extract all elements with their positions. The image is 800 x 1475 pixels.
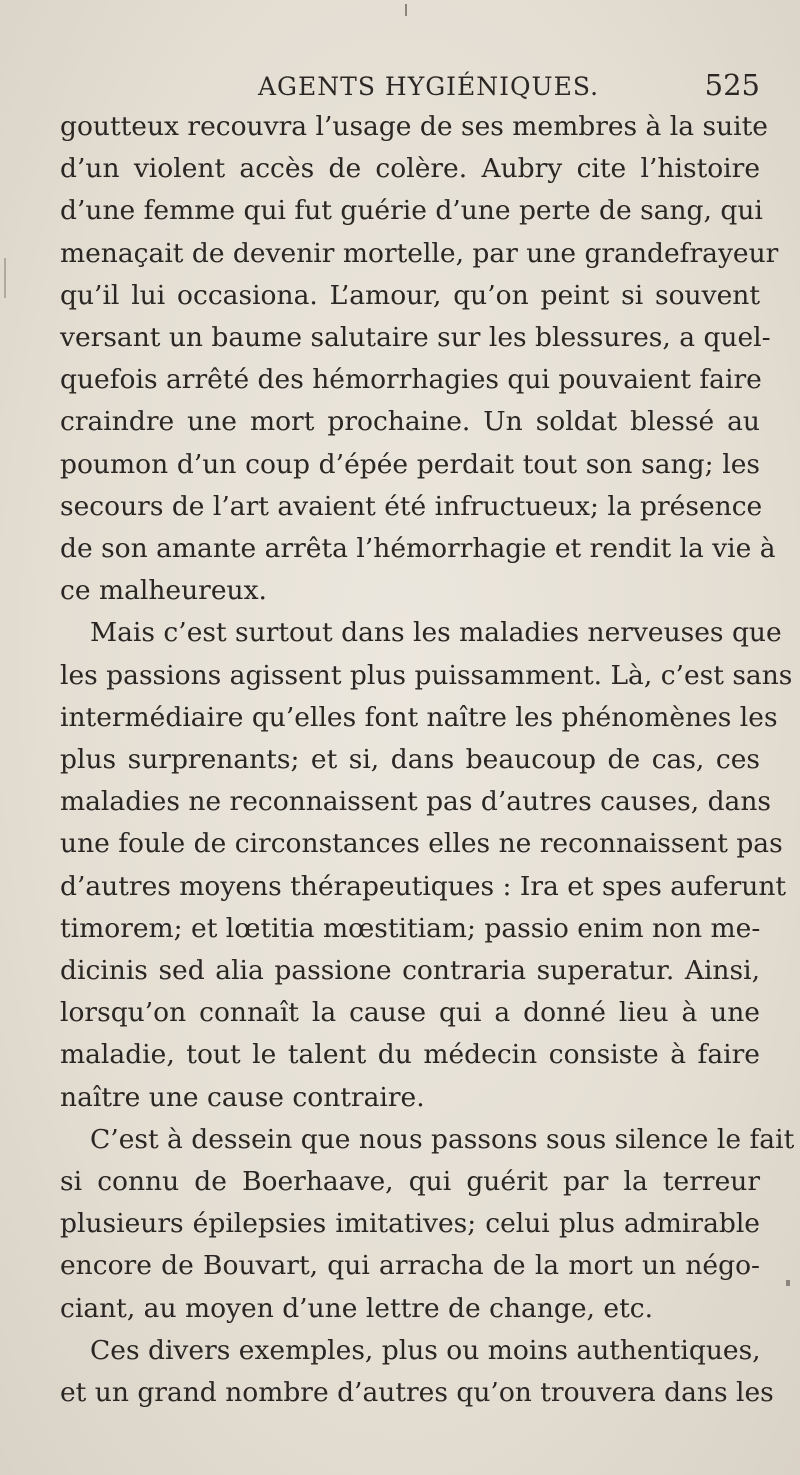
text-line: d’un violent accès de colère. Aubry cite l’histoire (60, 153, 760, 185)
text-line: Mais c’est surtout dans les maladies nerveuses que (90, 617, 782, 649)
text-line: plus surprenants; et si, dans beaucoup de cas, ces (60, 744, 760, 776)
text-line: dicinis sed alia passione contraria superatur. Ainsi, (60, 955, 760, 987)
text-line: les passions agissent plus puissamment. Là, c’est sans (60, 659, 793, 691)
page-number: 525 (704, 68, 760, 102)
text-line: versant un baume salutaire sur les blessures, a quel- (60, 322, 771, 354)
right-speck (786, 1280, 790, 1286)
text-line: maladie, tout le talent du médecin consiste à faire (60, 1039, 760, 1071)
text-line: d’autres moyens thérapeutiques : Ira et spes auferunt (60, 870, 787, 902)
top-speck (405, 4, 407, 16)
text-line: timorem; et lœtitia mœstitiam; passio enim non me- (60, 912, 761, 944)
text-line: secours de l’art avaient été infructueux; la présence (60, 490, 763, 522)
text-line: qu’il lui occasiona. L’amour, qu’on peint si souvent (60, 279, 760, 311)
text-line: craindre une mort prochaine. Un soldat blessé au (60, 406, 760, 438)
text-line: quefois arrêté des hémorrhagies qui pouvaient faire (60, 364, 762, 396)
text-line: d’une femme qui fut guérie d’une perte de sang, qui (60, 195, 763, 227)
text-line: menaçait de devenir mortelle, par une grandefrayeur (60, 237, 779, 269)
text-line: encore de Bouvart, qui arracha de la mort un négo- (60, 1250, 760, 1282)
text-line: ciant, au moyen d’une lettre de change, etc. (60, 1292, 653, 1324)
text-line: C’est à dessein que nous passons sous silence le fait (90, 1123, 795, 1155)
text-line: plusieurs épilepsies imitatives; celui plus admirable (60, 1208, 760, 1240)
text-line: Ces divers exemples, plus ou moins authentiques, (90, 1334, 761, 1366)
text-line: naître une cause contraire. (60, 1081, 425, 1113)
text-line: une foule de circonstances elles ne reconnaissent pas (60, 828, 783, 860)
text-line: si connu de Boerhaave, qui guérit par la terreur (60, 1166, 760, 1198)
text-line: et un grand nombre d’autres qu’on trouvera dans les (60, 1377, 774, 1409)
text-line: intermédiaire qu’elles font naître les phénomènes les (60, 701, 778, 733)
text-line: poumon d’un coup d’épée perdait tout son sang; les (60, 448, 760, 480)
left-speck (4, 258, 6, 298)
text-line: ce malheureux. (60, 575, 267, 607)
text-line: goutteux recouvra l’usage de ses membres à la suite (60, 111, 768, 142)
running-head: AGENTS HYGIÉNIQUES. (258, 72, 600, 101)
text-line: lorsqu’on connaît la cause qui a donné lieu à une (60, 997, 760, 1029)
text-line: maladies ne reconnaissent pas d’autres causes, dans (60, 786, 772, 818)
text-line: de son amante arrêta l’hémorrhagie et rendit la vie à (60, 533, 776, 565)
body-text (60, 106, 795, 1414)
